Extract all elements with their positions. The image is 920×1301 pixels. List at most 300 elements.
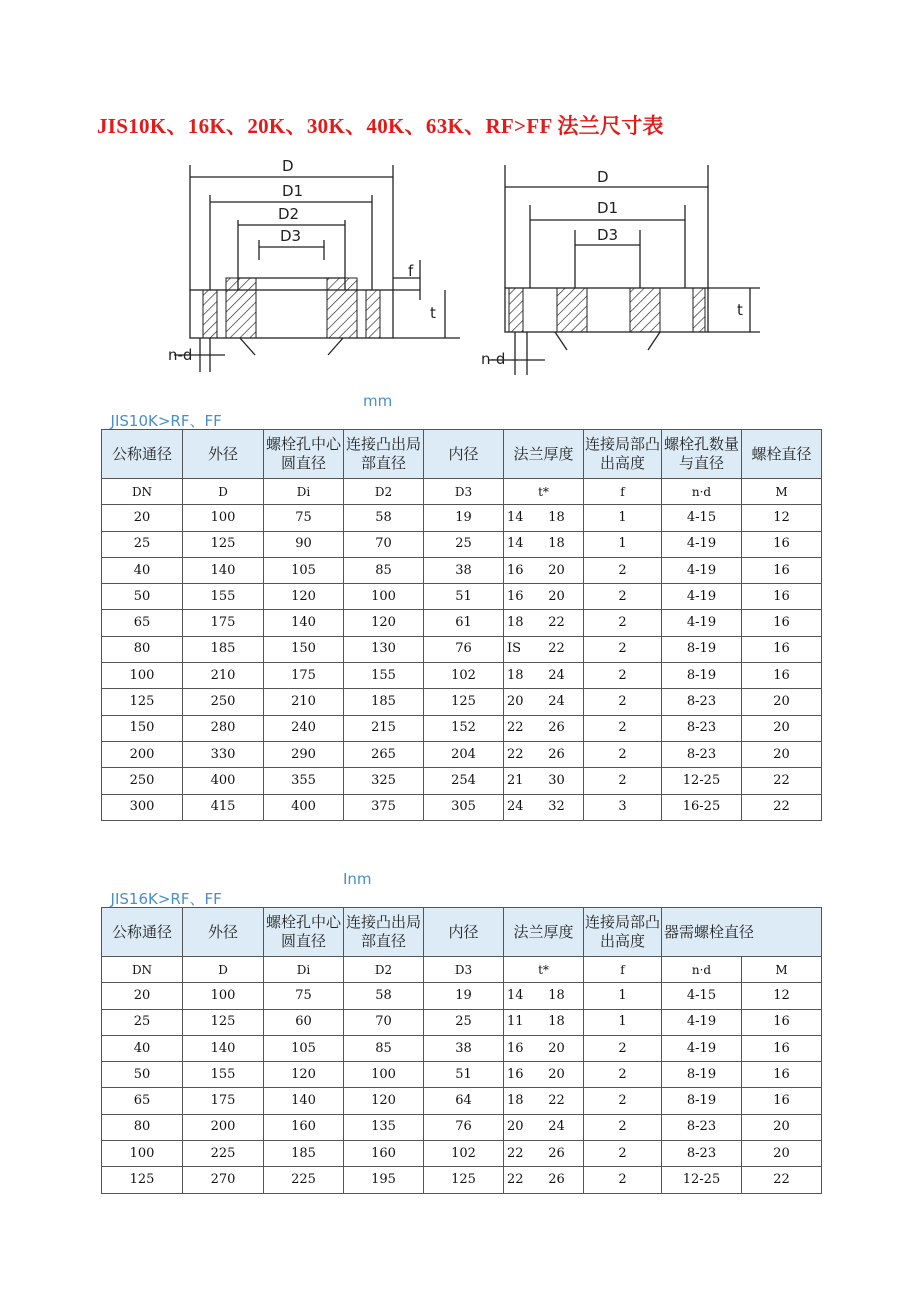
thickness-max: 26 (548, 1145, 565, 1161)
thickness-max: 18 (548, 509, 565, 525)
header-cell: 内径 (424, 430, 504, 479)
thickness-min: 16 (507, 1066, 524, 1082)
flange-thickness-cell (504, 505, 584, 531)
thickness-max: 18 (548, 987, 565, 1003)
thickness-max: 20 (548, 1040, 565, 1056)
table-cell: 80 (102, 1114, 183, 1140)
thickness-min: IS (507, 641, 522, 657)
table-cell: 355 (264, 768, 344, 794)
table-cell: 50 (102, 584, 183, 610)
thickness-min: 16 (507, 562, 524, 578)
symbol-row (102, 957, 822, 983)
table-cell: 20 (102, 983, 183, 1009)
table-cell: 19 (424, 505, 504, 531)
table-cell: 140 (264, 1088, 344, 1114)
table-cell: 22 (742, 1167, 822, 1193)
table-cell: 105 (264, 1035, 344, 1061)
table-cell: 2 (584, 768, 662, 794)
flange-thickness-cell (504, 663, 584, 689)
table-cell: 2 (584, 741, 662, 767)
table-cell: 100 (344, 584, 424, 610)
table-cell: 58 (344, 983, 424, 1009)
symbol-row (102, 479, 822, 505)
header-cell: 螺栓孔中心圆直径 (264, 430, 344, 479)
table-header-row (102, 908, 822, 957)
thickness-min: 14 (507, 536, 524, 552)
table-cell: 22 (742, 794, 822, 820)
table-cell: 175 (183, 610, 264, 636)
page-title: JIS10K、16K、20K、30K、40K、63K、RF>FF 法兰尺寸表 (97, 114, 664, 138)
symbol-cell: M (742, 957, 822, 983)
table-cell: 2 (584, 557, 662, 583)
table-cell: 40 (102, 557, 183, 583)
header-cell: 外径 (183, 430, 264, 479)
label-n-d: n-d (481, 350, 506, 368)
table-cell: 76 (424, 636, 504, 662)
table-cell: 4-19 (662, 584, 742, 610)
table-cell: 160 (264, 1114, 344, 1140)
table-cell: 2 (584, 689, 662, 715)
thickness-max: 32 (548, 799, 565, 815)
table-cell: 8-23 (662, 741, 742, 767)
label-D3: D3 (597, 226, 619, 244)
symbol-cell: DN (102, 479, 183, 505)
table-cell: 240 (264, 715, 344, 741)
table-cell: 16-25 (662, 794, 742, 820)
table-row (102, 741, 822, 767)
header-cell: 法兰厚度 (504, 908, 584, 957)
label-D: D (597, 168, 609, 186)
table-cell: 125 (424, 689, 504, 715)
table-cell: 51 (424, 584, 504, 610)
table-cell: 90 (264, 531, 344, 557)
table-cell: 280 (183, 715, 264, 741)
table-cell: 120 (344, 1088, 424, 1114)
table-cell: 120 (344, 610, 424, 636)
table-cell: 155 (344, 663, 424, 689)
table-cell: 61 (424, 610, 504, 636)
table-row (102, 794, 822, 820)
thickness-min: 22 (507, 1172, 524, 1188)
flange-thickness-cell (504, 794, 584, 820)
header-cell: 连接凸出局部直径 (344, 430, 424, 479)
table-cell: 185 (264, 1141, 344, 1167)
table-row (102, 636, 822, 662)
thickness-max: 26 (548, 746, 565, 762)
table-cell: 25 (424, 531, 504, 557)
table-cell: 20 (102, 505, 183, 531)
table-cell: 16 (742, 610, 822, 636)
table-cell: 2 (584, 584, 662, 610)
table-cell: 300 (102, 794, 183, 820)
table-cell: 4-19 (662, 1035, 742, 1061)
table-cell: 2 (584, 663, 662, 689)
jis10k-table (101, 429, 822, 821)
flange-thickness-cell (504, 983, 584, 1009)
symbol-cell: D3 (424, 479, 504, 505)
label-D2: D2 (278, 205, 300, 223)
table-cell: 22 (742, 768, 822, 794)
table-cell: 8-19 (662, 663, 742, 689)
table-row (102, 505, 822, 531)
flange-thickness-cell (504, 1035, 584, 1061)
header-cell: 法兰厚度 (504, 430, 584, 479)
table-cell: 2 (584, 1141, 662, 1167)
label-t: t (430, 304, 436, 322)
table-cell: 25 (102, 531, 183, 557)
table-cell: 8-23 (662, 1141, 742, 1167)
table-cell: 16 (742, 1009, 822, 1035)
symbol-cell: t* (504, 479, 584, 505)
label-n-d: n-d (168, 346, 193, 364)
table-cell: 58 (344, 505, 424, 531)
table-cell: 65 (102, 610, 183, 636)
table-cell: 16 (742, 663, 822, 689)
symbol-cell: M (742, 479, 822, 505)
flange-thickness-cell (504, 1141, 584, 1167)
table-cell: 3 (584, 794, 662, 820)
thickness-min: 22 (507, 746, 524, 762)
table-row (102, 663, 822, 689)
table-cell: 16 (742, 636, 822, 662)
table-cell: 400 (264, 794, 344, 820)
thickness-min: 14 (507, 509, 524, 525)
table-cell: 185 (344, 689, 424, 715)
table-cell: 125 (183, 531, 264, 557)
table-cell: 265 (344, 741, 424, 767)
table-cell: 415 (183, 794, 264, 820)
table-cell: 102 (424, 663, 504, 689)
thickness-max: 26 (548, 720, 565, 736)
table-cell: 60 (264, 1009, 344, 1035)
symbol-cell: n·d (662, 957, 742, 983)
table-cell: 254 (424, 768, 504, 794)
table-row (102, 689, 822, 715)
table-cell: 2 (584, 1035, 662, 1061)
table-row (102, 610, 822, 636)
header-cell: 连接凸出局部直径 (344, 908, 424, 957)
table-cell: 4-19 (662, 610, 742, 636)
table-cell: 225 (183, 1141, 264, 1167)
table-cell: 64 (424, 1088, 504, 1114)
table-cell: 16 (742, 531, 822, 557)
table-cell: 75 (264, 983, 344, 1009)
table-cell: 40 (102, 1035, 183, 1061)
flange-thickness-cell (504, 1009, 584, 1035)
table-cell: 140 (264, 610, 344, 636)
table-cell: 16 (742, 557, 822, 583)
table-cell: 325 (344, 768, 424, 794)
thickness-max: 20 (548, 562, 565, 578)
table-cell: 38 (424, 1035, 504, 1061)
table-cell: 2 (584, 636, 662, 662)
table-cell: 4-15 (662, 505, 742, 531)
symbol-cell: D3 (424, 957, 504, 983)
table-row (102, 584, 822, 610)
table-cell: 20 (742, 1114, 822, 1140)
flange-thickness-cell (504, 741, 584, 767)
thickness-max: 18 (548, 536, 565, 552)
table-cell: 70 (344, 531, 424, 557)
flange-rf-diagram (160, 150, 470, 385)
flange-ff-diagram (475, 150, 775, 385)
table-row (102, 1141, 822, 1167)
table-cell: 8-19 (662, 1088, 742, 1114)
thickness-max: 18 (548, 1014, 565, 1030)
thickness-min: 18 (507, 615, 524, 631)
table-row (102, 715, 822, 741)
table-cell: 305 (424, 794, 504, 820)
table-cell: 375 (344, 794, 424, 820)
table-cell: 8-23 (662, 689, 742, 715)
thickness-min: 16 (507, 1040, 524, 1056)
header-cell: 器需螺栓直径 (662, 908, 822, 957)
symbol-cell: D (183, 479, 264, 505)
thickness-min: 16 (507, 588, 524, 604)
table-cell: 8-19 (662, 1062, 742, 1088)
table-cell: 16 (742, 1062, 822, 1088)
thickness-min: 22 (507, 1145, 524, 1161)
header-cell: 外径 (183, 908, 264, 957)
table-cell: 125 (424, 1167, 504, 1193)
table-cell: 215 (344, 715, 424, 741)
header-cell: 公称通径 (102, 908, 183, 957)
table2-caption-text: JIS16K>RF、FF (110, 890, 222, 908)
table-cell: 25 (102, 1009, 183, 1035)
label-D3: D3 (280, 227, 302, 245)
flange-thickness-cell (504, 715, 584, 741)
table-cell: 8-23 (662, 715, 742, 741)
table-cell: 195 (344, 1167, 424, 1193)
table-cell: 250 (183, 689, 264, 715)
table-cell: 204 (424, 741, 504, 767)
thickness-min: 22 (507, 720, 524, 736)
flange-thickness-cell (504, 1167, 584, 1193)
flange-thickness-cell (504, 689, 584, 715)
symbol-cell: f (584, 479, 662, 505)
table-cell: 125 (102, 1167, 183, 1193)
thickness-max: 20 (548, 588, 565, 604)
table-cell: 4-15 (662, 983, 742, 1009)
table-cell: 12-25 (662, 1167, 742, 1193)
label-D1: D1 (282, 182, 304, 200)
flange-thickness-cell (504, 557, 584, 583)
flange-thickness-cell (504, 584, 584, 610)
table-cell: 135 (344, 1114, 424, 1140)
flange-thickness-cell (504, 768, 584, 794)
table-row (102, 983, 822, 1009)
table-cell: 8-19 (662, 636, 742, 662)
table-cell: 2 (584, 1114, 662, 1140)
table-cell: 175 (183, 1088, 264, 1114)
table-cell: 1 (584, 983, 662, 1009)
thickness-min: 11 (507, 1014, 524, 1030)
table-row (102, 1062, 822, 1088)
thickness-min: 18 (507, 1093, 524, 1109)
symbol-cell: Di (264, 957, 344, 983)
table-cell: 100 (183, 505, 264, 531)
header-cell: 内径 (424, 908, 504, 957)
table-cell: 200 (102, 741, 183, 767)
thickness-max: 20 (548, 1066, 565, 1082)
table-cell: 160 (344, 1141, 424, 1167)
table-cell: 20 (742, 1141, 822, 1167)
table-cell: 2 (584, 1062, 662, 1088)
header-cell: 螺栓直径 (742, 430, 822, 479)
table-cell: 155 (183, 584, 264, 610)
table-cell: 100 (344, 1062, 424, 1088)
header-cell: 连接局部凸出高度 (584, 430, 662, 479)
thickness-min: 14 (507, 987, 524, 1003)
label-D: D (282, 157, 294, 175)
table-cell: 155 (183, 1062, 264, 1088)
table-cell: 20 (742, 689, 822, 715)
table-row (102, 557, 822, 583)
table-cell: 85 (344, 557, 424, 583)
table-cell: 80 (102, 636, 183, 662)
table-cell: 50 (102, 1062, 183, 1088)
table-cell: 1 (584, 505, 662, 531)
table-cell: 130 (344, 636, 424, 662)
table-cell: 175 (264, 663, 344, 689)
table-cell: 140 (183, 1035, 264, 1061)
table-cell: 25 (424, 1009, 504, 1035)
table1-caption-text: JIS10K>RF、FF (110, 412, 222, 430)
table-cell: 4-19 (662, 1009, 742, 1035)
table-cell: 185 (183, 636, 264, 662)
table-cell: 330 (183, 741, 264, 767)
table-row (102, 768, 822, 794)
thickness-max: 24 (548, 1119, 565, 1135)
table-cell: 51 (424, 1062, 504, 1088)
table-cell: 76 (424, 1114, 504, 1140)
thickness-max: 30 (548, 772, 565, 788)
table-cell: 1 (584, 531, 662, 557)
flange-thickness-cell (504, 1114, 584, 1140)
table-cell: 152 (424, 715, 504, 741)
symbol-cell: D2 (344, 479, 424, 505)
header-cell: 公称通径 (102, 430, 183, 479)
symbol-cell: D (183, 957, 264, 983)
table-cell: 85 (344, 1035, 424, 1061)
table-cell: 2 (584, 610, 662, 636)
table-cell: 12 (742, 505, 822, 531)
table-cell: 125 (183, 1009, 264, 1035)
thickness-max: 22 (548, 615, 565, 631)
thickness-max: 22 (548, 1093, 565, 1109)
table-cell: 290 (264, 741, 344, 767)
table-cell: 140 (183, 557, 264, 583)
table-cell: 105 (264, 557, 344, 583)
label-t: t (737, 301, 743, 319)
table-cell: 210 (264, 689, 344, 715)
symbol-cell: f (584, 957, 662, 983)
table-cell: 100 (102, 1141, 183, 1167)
table-cell: 4-19 (662, 531, 742, 557)
table-cell: 12-25 (662, 768, 742, 794)
symbol-cell: n·d (662, 479, 742, 505)
table-row (102, 1088, 822, 1114)
table1-unit: mm (363, 392, 393, 410)
table-row (102, 1167, 822, 1193)
flange-thickness-cell (504, 531, 584, 557)
table-row (102, 531, 822, 557)
table-cell: 2 (584, 1167, 662, 1193)
table-cell: 4-19 (662, 557, 742, 583)
flange-thickness-cell (504, 1088, 584, 1114)
table-cell: 225 (264, 1167, 344, 1193)
table-cell: 102 (424, 1141, 504, 1167)
table-cell: 400 (183, 768, 264, 794)
thickness-min: 24 (507, 799, 524, 815)
thickness-max: 24 (548, 667, 565, 683)
table-cell: 150 (264, 636, 344, 662)
jis16k-table (101, 907, 822, 1194)
thickness-min: 18 (507, 667, 524, 683)
table-row (102, 1009, 822, 1035)
table-cell: 120 (264, 584, 344, 610)
table-cell: 20 (742, 741, 822, 767)
header-cell: 螺栓孔数量与直径 (662, 430, 742, 479)
table-cell: 2 (584, 1088, 662, 1114)
symbol-cell: t* (504, 957, 584, 983)
table-cell: 210 (183, 663, 264, 689)
symbol-cell: D2 (344, 957, 424, 983)
table-row (102, 1114, 822, 1140)
table-header-row (102, 430, 822, 479)
flange-thickness-cell (504, 1062, 584, 1088)
table-cell: 38 (424, 557, 504, 583)
table-cell: 250 (102, 768, 183, 794)
thickness-min: 20 (507, 694, 524, 710)
table-cell: 100 (183, 983, 264, 1009)
header-cell: 连接局部凸出高度 (584, 908, 662, 957)
table-cell: 16 (742, 1088, 822, 1114)
symbol-cell: Di (264, 479, 344, 505)
table-cell: 12 (742, 983, 822, 1009)
table-row (102, 1035, 822, 1061)
table2-unit: Inm (343, 870, 372, 888)
table-cell: 70 (344, 1009, 424, 1035)
symbol-cell: DN (102, 957, 183, 983)
table-cell: 150 (102, 715, 183, 741)
table-cell: 16 (742, 584, 822, 610)
table-cell: 20 (742, 715, 822, 741)
thickness-max: 26 (548, 1172, 565, 1188)
table-cell: 100 (102, 663, 183, 689)
table-cell: 200 (183, 1114, 264, 1140)
table-cell: 125 (102, 689, 183, 715)
flange-thickness-cell (504, 610, 584, 636)
table-cell: 270 (183, 1167, 264, 1193)
table-cell: 120 (264, 1062, 344, 1088)
table-cell: 1 (584, 1009, 662, 1035)
label-f: f (408, 262, 414, 280)
thickness-min: 21 (507, 772, 524, 788)
thickness-max: 22 (548, 641, 565, 657)
table-cell: 65 (102, 1088, 183, 1114)
table-cell: 75 (264, 505, 344, 531)
header-cell: 螺栓孔中心圆直径 (264, 908, 344, 957)
thickness-max: 24 (548, 694, 565, 710)
table-cell: 19 (424, 983, 504, 1009)
thickness-min: 20 (507, 1119, 524, 1135)
table-cell: 2 (584, 715, 662, 741)
table-cell: 16 (742, 1035, 822, 1061)
flange-thickness-cell (504, 636, 584, 662)
table-cell: 8-23 (662, 1114, 742, 1140)
label-D1: D1 (597, 199, 619, 217)
